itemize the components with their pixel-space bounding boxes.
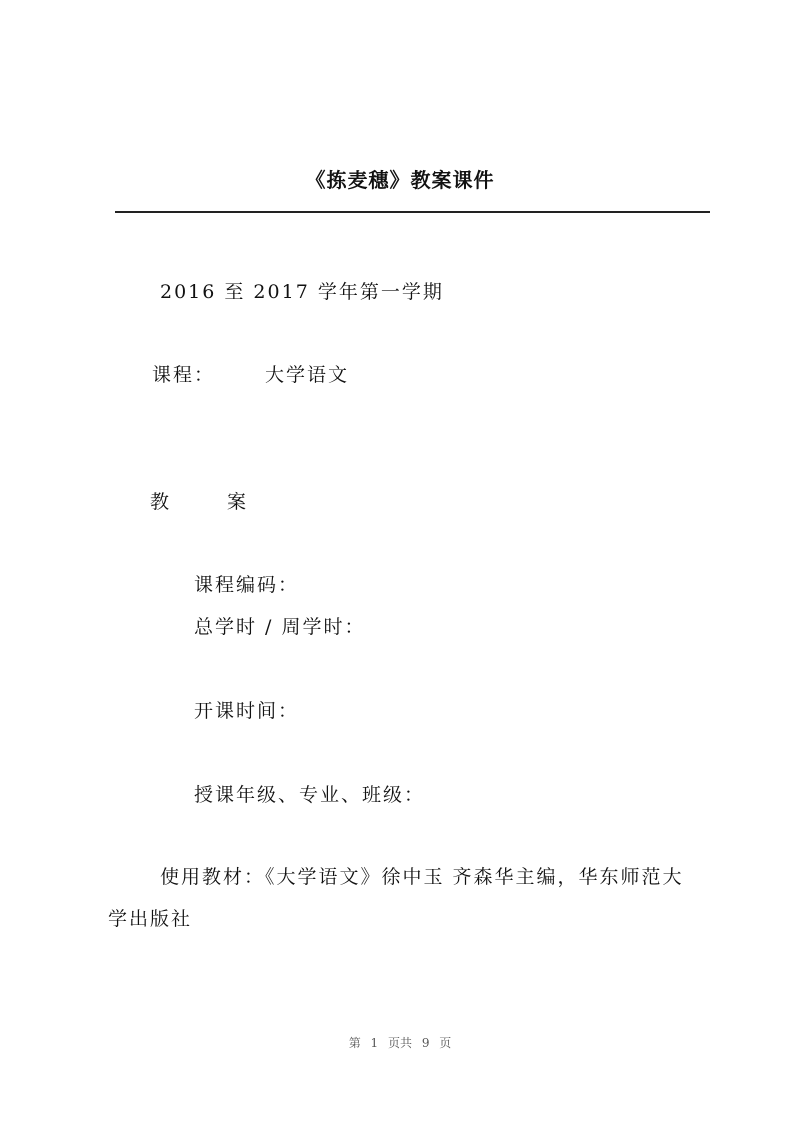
course-line <box>152 360 349 387</box>
lesson-plan-heading <box>150 487 248 514</box>
course-code-label: 课程编码： <box>194 574 300 596</box>
course-value: 大学语文 <box>265 364 350 386</box>
start-time-label: 开课时间： <box>194 700 300 722</box>
course-label: 课程： <box>152 364 216 386</box>
term-line: 2016 至 2017 学年第一学期 <box>160 281 444 303</box>
lesson-plan-char-2: 案 <box>227 491 249 513</box>
grade-major-class-label: 授课年级、专业、班级： <box>194 784 426 806</box>
title-divider <box>115 211 710 213</box>
page-indicator: 第 1 页共 9 页 <box>348 1036 452 1050</box>
hours-label: 总学时 / 周学时： <box>194 616 366 638</box>
textbook-line-1: 使用教材：《大学语文》徐中玉 齐森华主编，华东师范大 <box>160 866 684 888</box>
document-title: 《拣麦穗》教案课件 <box>305 168 495 192</box>
lesson-plan-char-1: 教 <box>150 491 172 513</box>
textbook-line-2: 学出版社 <box>108 908 193 930</box>
